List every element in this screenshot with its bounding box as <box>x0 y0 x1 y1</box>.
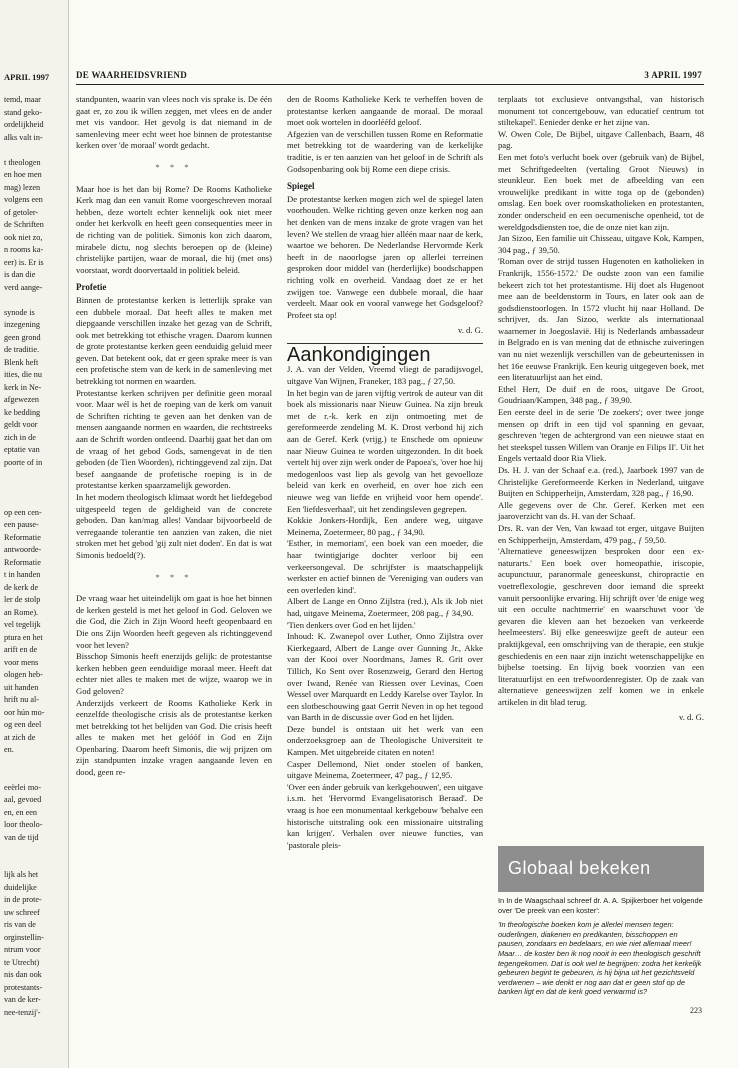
margin-text-fragment: van de tijd <box>4 832 39 842</box>
paragraph: Ethel Herr, De duif en de roos, uitgave De Groot, Goudriaan/Kampen, 348 pag., ƒ 39,90. <box>498 383 704 406</box>
margin-text-fragment: t theologen <box>4 157 41 167</box>
margin-text-fragment: kerk in Ne- <box>4 382 42 392</box>
margin-text-fragment: en, en een <box>4 807 37 817</box>
paragraph: Deze bundel is ontstaan uit het werk van een onderzoeksgroep aan de Theologische Universiteit te Kampen. Met uitgebreide citaten en noten! <box>287 723 483 758</box>
paragraph: standpunten, waarin van vlees noch vis sprake is. De één gaat er, zo zou ik willen zeggen, met vlees en de ander met vis vandoor. Het gevolg is dat niemand in de samenleving meer echt weet hoe binnen de protestantse kerken over 'de moraal' wordt gedacht. <box>76 94 272 151</box>
paragraph: Drs. R. van der Ven, Van kwaad tot erger, uitgave Buijten en Schipperheijn, Amsterdam, 479 pag., ƒ 59,50. <box>498 522 704 545</box>
margin-text-fragment: of getoler- <box>4 207 39 217</box>
margin-text-fragment: stand geko- <box>4 107 42 117</box>
globaal-bekeken-box <box>498 896 704 997</box>
margin-text-fragment: temd, maar <box>4 95 41 104</box>
paragraph: De protestantse kerken mogen zich wel de spiegel laten voorhouden. Welke richting geven onze kerken nog aan het denken van de mens inzake de grote vragen van het leven? We stellen de vraag hier alléén maar naar de kerk, waartoe we behoren. De Nederlandse Hervormde Kerk heeft in de naoorlogse jaren op allerlei terreinen gesproken door middel van (herderlijke) boodschappen richting volk en overheid. Vandaag doet ze er het zwijgen toe. Vanwege een dubbele moraal, die haar verdeelt. Maar ook en vooral vanwege het Godsgeloof? Profeet sta op! <box>287 193 483 320</box>
margin-text-fragment: is dan die <box>4 270 36 279</box>
margin-text-fragment: ke bedding <box>4 407 41 417</box>
paragraph: J. A. van der Velden, Vreemd vliegt de paradijsvogel, uitgave Van Wijnen, Franeker, 183 pag., ƒ 27,50. <box>287 364 483 387</box>
globaal-quote: 'In theologische boeken kom je allerlei mensen tegen: ouderlingen, diakenen en predikanten, bisschoppen en pausen, zondaars en bedelaars, en wie niet allemaal meer! <box>498 920 692 949</box>
paragraph: 'Tien denkers over God en het lijden.' <box>287 619 416 630</box>
paragraph: Albert de Lange en Onno Zijlstra (red.), Als ik Job niet had, uitgave Meinema, Zoetermeer, 208 pag., ƒ 34,90. <box>287 596 483 618</box>
margin-text-fragment: en. <box>4 745 14 754</box>
margin-text-fragment: de traditie. <box>4 345 40 354</box>
margin-text-fragment: mag) lezen <box>4 182 41 192</box>
paragraph: 'Alternatieve geneeswijzen besproken door een ex-naturarts.' Een boek over homeopathie, iriscopie, acupunctuur, paranormale geneeskunst, chiropractie en voetreflexologie, geschreven door iemand die spreekt vanuit persoonlijke ervaring. Hij schrijft over 'de enige weg uit een occulte nachtmerrie' en waarschuwt voor 'de gevaren die kleven aan het bezoeken van verkeerde heelmeesters'. Bij elke geneeswijze geeft de auteur een praktijkgeval, een omschrijving van de therapie, een stukje geschiedenis en een naar zijn inzicht wetenschappelijke en bijbelse toetsing. En lijvig boek voorzien van een literatuurlijst en een trefwoordenregister. Op de zaak van alternatieve geneeswijzen zelf komen we in enkele artikelen in dit blad terug. <box>498 546 704 707</box>
globaal-bekeken-title: Globaal bekeken <box>508 858 651 878</box>
paragraph: Afgezien van de verschillen tussen Rome en Reformatie met betrekking tot de waardering van de kerkelijke traditie, is er ten aanzien van het geloof in de Schrift als Godsopenbaring ook bij Rome een diepe crisis. <box>287 128 483 174</box>
announcements-title: Aankondigingen <box>287 343 431 366</box>
paragraph: Een eerste deel in de serie 'De zoekers'; over twee jonge mensen op drift in een tijd vol spanning en gevaar, geschreven 'tegen de achtergrond van een nieuwe staat en het steekspel tussen Willem van Oranje en Filips II'. Uit het Engels vertaald door Ria Vliek. <box>498 407 704 464</box>
margin-text-fragment: van de ker- <box>4 995 41 1004</box>
margin-text-fragment: voor mens <box>4 657 39 667</box>
section-separator: * * * <box>155 161 193 172</box>
margin-text-fragment: oor hún mo- <box>4 707 45 717</box>
paragraph: Een met foto's verlucht boek over (gebruik van) de Bijbel, met Schriftgedeelten (vertaling Groot Nieuws) in steunkleur. Een boek met de afbeelding van een vrouwelijke predikant in witte toga op de (gebonden) omslag. Een boek over roomskatholieken en protestanten, zonder onderscheid en een oecumenische openheid, tot de wereldgodsdiensten toe, die de onze niet kan zijn. <box>498 151 704 232</box>
paragraph: 'Esther, in memoriam', een boek van een moeder, die haar twintigjarige dochter verloor bij een verkeersongeval. De schrijfster is maatschappelijk werkster en actief binnen de 'Vereniging van ouders van een overleden kind'. <box>287 538 483 595</box>
paragraph: Ds. H. J. van der Schaaf e.a. (red.), Jaarboek 1997 van de Christelijke Gereformeerde Kerken in Nederland, uitgave Buijten en Schipperheijn, Amsterdam, 328 pag., ƒ 16,90. <box>498 465 704 499</box>
paragraph: Kokkie Jonkers-Hordijk, Een andere weg, uitgave Meinema, Zoetermeer, 80 pag., ƒ 34,90. <box>287 515 483 537</box>
margin-text-fragment: alks valt in- <box>4 132 43 142</box>
margin-text-fragment: Reformatie <box>4 557 41 567</box>
paragraph: Inhoud: K. Zwanepol over Luther, Onno Zijlstra over Kierkegaard, Albert de Lange over Gunning Jr., Akke van der Kooi over Noordmans, James R. Grit over Tillich, Ko Sent over Rosenzweig, Gerard den Hertog over Iwand, Renée van Riessen over Levinas, Coen Wessel over Marquardt en Leddy Karelse over Taylor. In een slotbeschouwing gaat Gerrit Neven in op het tegood van Barth in de discussie over God en het lijden. <box>287 631 483 723</box>
margin-text-fragment: te Utrecht) <box>4 957 40 967</box>
margin-text-fragment: duidelijke <box>4 882 37 892</box>
paragraph: Anderzijds verkeert de Rooms Katholieke Kerk in eenzelfde theologische crisis als de protestantse kerken met betrekking tot het belijden van God. Die crisis heeft alles te maken met het gelóóf in God en Zijn Openbaring. Daarom heeft Simonis, die wij prijzen om zijn standpunten inzake vragen aangaande leven en dood, geen re- <box>76 697 272 778</box>
margin-text-fragment: de Schriften <box>4 220 44 229</box>
margin-text-fragment: ordelijkheid <box>4 120 44 129</box>
margin-text-fragment: at zich de <box>4 732 36 742</box>
margin-text-fragment: Reformatie <box>4 532 41 542</box>
paragraph: In het begin van de jaren vijftig vertrok de auteur van dit boek als missionaris naar Nieuw Guinea. Na zijn breuk met de r.-k. kerk en zijn ontmoeting met de gereformeerde zendeling M. K. Drost verbond hij zich aan de Geref. Kerk (vrijg.) te Enschede om opnieuw naar Nieuw Guinea te worden uitgezonden. In dit boek vertelt hij over zijn werk onder de Papoea's, 'over hoe hij medogenloos vast liep als gevolg van het gevoelloze beleid van kerk en overheid, en over hoe zich een nieuwe weg van liefde en vrijheid voor hem opende'. Een 'liefdesverhaal', uit het zendingsleven gegrepen. <box>287 387 483 514</box>
paragraph: Alle gegevens over de Chr. Geref. Kerken met een jaaroverzicht van ds. H. van der Schaaf. <box>498 499 704 522</box>
margin-text-fragment: ologen heb- <box>4 670 43 679</box>
margin-text-fragment: an Rome). <box>4 607 39 617</box>
article-column-2 <box>287 94 483 851</box>
author-signature: v. d. G. <box>679 712 704 723</box>
margin-text-fragment: protestants- <box>4 982 43 992</box>
margin-text-fragment: t in handen <box>4 570 41 579</box>
margin-text-fragment: de kerk de <box>4 582 39 592</box>
margin-text-fragment: nee-tenzij'- <box>4 1007 41 1017</box>
page-number: 223 <box>690 1006 702 1015</box>
margin-text-fragment: eeërlei mo- <box>4 782 42 792</box>
margin-text-fragment: arift en de <box>4 645 38 654</box>
margin-text-fragment: orginstellin- <box>4 932 44 942</box>
previous-page-header: APRIL 1997 <box>4 72 50 82</box>
margin-text-fragment: en hoe men <box>4 170 42 179</box>
running-head-date: 3 APRIL 1997 <box>644 70 702 80</box>
margin-text-fragment: geen grond <box>4 332 41 342</box>
margin-text-fragment: hrift nu al- <box>4 695 40 704</box>
margin-text-fragment: n rooms ka- <box>4 245 44 254</box>
section-separator: * * * <box>155 571 193 582</box>
margin-text-fragment: lijk als het <box>4 870 39 879</box>
author-signature: v. d. G. <box>458 325 483 336</box>
margin-text-fragment: ler de stolp <box>4 595 41 604</box>
margin-text-fragment: zich in de <box>4 432 36 442</box>
margin-text-fragment: poorte of in <box>4 457 43 467</box>
margin-text-fragment: uw schreef <box>4 907 40 917</box>
margin-text-fragment: aal, gevoed <box>4 795 42 804</box>
margin-text-fragment: ook niet zo, <box>4 232 43 242</box>
running-head-title: DE WAARHEIDSVRIEND <box>76 70 188 80</box>
paragraph: W. Owen Cole, De Bijbel, uitgave Callenbach, Baarn, 48 pag. <box>498 128 704 151</box>
announcements-column-3 <box>498 94 704 724</box>
margin-text-fragment: ntrum voor <box>4 945 41 954</box>
paragraph: Casper Dellemond, Niet onder stoelen of banken, uitgave Meinema, Zoetermeer, 47 pag., ƒ 12,95. <box>287 758 483 781</box>
margin-text-fragment: vel tegelijk <box>4 620 41 629</box>
paragraph: den de Rooms Katholieke Kerk te verheffen boven de protestantse kerken aangaande de moraal. De moraal moet ook wortelen in doorlééfd geloof. <box>287 94 483 128</box>
paragraph: De vraag waar het uiteindelijk om gaat is hoe het binnen de kerken gesteld is met het geloof in God. Geloven we die God, die Zich in Zijn Woord heeft geopenbaard en Die ons Zijn Woorden heeft gegeven als richtinggevend voor het leven? <box>76 593 272 650</box>
paragraph: 'Roman over de strijd tussen Hugenoten en katholieken in Frankrijk, 1556-1572.' De oudste zoon van een familie bekeert zich tot het protestantisme. Hij doet als Hugenoot mee aan de beeldenstorm in Tours, en later ook aan de godsdienstoorlogen. In 1572 vlucht hij naar Holland. De schrijver, ds. Jan Sizoo, werkte als internationaal waarnemer in Joegoslavië. Hij is Nederlands ambassadeur in Belgrado en is van mening dat de ethnische zuiveringen van nu niet wezenlijk verschillen van de gebeurtenissen in het 16e eeuwse Frankrijk. Een keurig uitgegeven boek, met een literatuurlijst aan het eind. <box>498 256 704 383</box>
margin-text-fragment: in de prote- <box>4 895 42 904</box>
margin-text-fragment: uit handen <box>4 682 39 692</box>
header-rule <box>76 84 704 85</box>
paragraph: Bisschop Simonis heeft enerzijds gelijk: de protestantse kerken hebben geen eenduidige moraal meer. Heeft dat echter niet alles te maken met de wijze, waarop we in God geloven? <box>76 651 272 696</box>
margin-text-fragment: een pause- <box>4 520 39 529</box>
margin-text-fragment: eptatie van <box>4 445 40 454</box>
globaal-bekeken-banner <box>498 846 704 892</box>
margin-text-fragment: synode is <box>4 307 35 317</box>
margin-text-fragment: ities, die nu <box>4 370 42 379</box>
margin-text-fragment: Blenk heft <box>4 357 39 367</box>
margin-text-fragment: loor theolo- <box>4 820 43 829</box>
previous-page-margin <box>0 0 69 1068</box>
paragraph: In het modern theologisch klimaat wordt het liefdegebod uitgespeeld tegen de geldigheid van de concrete geboden. Dan kan/mag alles! Vandaar bijvoorbeeld de verregaande tolerantie ten aanzien van zaken, die niet stroken met het gebod 'gij zult niet doden'. En dat is wat Simonis bedoeld(?). <box>76 492 272 560</box>
margin-text-fragment: volgens een <box>4 195 43 204</box>
margin-text-fragment: afgewezen <box>4 395 39 404</box>
paragraph: Jan Sizoo, Een familie uit Chisseau, uitgave Kok, Kampen, 304 pag., ƒ 39,50. <box>498 233 704 255</box>
margin-text-fragment: geldt voor <box>4 420 38 429</box>
section-heading: Profetie <box>76 282 107 293</box>
margin-text-fragment: ris van de <box>4 920 36 929</box>
globaal-intro: In In de Waagschaal schreef dr. A. A. Spijkerboer het volgende over 'De preek van een koster': <box>498 896 703 915</box>
margin-text-fragment: eer) is. Er is <box>4 257 44 267</box>
paragraph: Protestantse kerken schrijven per definitie geen moraal voor. Maar wél is het de roeping van de kerk om vanuit de Schriften richting te geven aan het denken van de mensen aangaande normen en waarden, die rechtstreeks aan de Schrift worden ontleend. Daarbij gaat het dan om de vraag of het gebod Gods, samengevat in de tien geboden (de Tien Woorden), richtinggevend zal zijn. Dat besef aangaande de profetische roeping is in de protestantse kerken spaarzamelijk geworden. <box>76 387 272 491</box>
margin-text-fragment: inzegening <box>4 320 40 329</box>
article-column-1 <box>76 94 272 779</box>
margin-text-fragment: op een cen- <box>4 507 42 517</box>
margin-text-fragment: og een deel <box>4 720 42 729</box>
paragraph: terplaats tot exclusieve ontvangsthal, van historisch monument tot concertgebouw, van educatief centrum tot stiltekapel'. Eenieder denke er het zijne van. <box>498 94 704 128</box>
paragraph: Binnen de protestantse kerken is letterlijk sprake van een dubbele moraal. Dat heeft alles te maken met diepgaande verschillen inzake het gezag van de Schrift, ook met betrekking tot ethische vragen. Daarom kunnen de grote protestantse kerken geen eenduidig geluid meer geven. Dat betekent ook, dat er geen sprake meer is van een profetische stem van de kerk in de samenleving met betrekking tot normen en waarden. <box>76 294 272 387</box>
margin-text-fragment: verd aange- <box>4 282 43 292</box>
margin-text-fragment: nis dan ook <box>4 970 42 979</box>
section-heading: Spiegel <box>287 181 315 192</box>
globaal-quote-continued: Maar… de koster ben ik nog nooit in een theologisch geschrift tegengekomen. Dat is ook wel te begrijpen: zodra het kerkelijk gebeuren begint te gebeuren, is hij bijna uit het gezichtsveld verdwenen – wie denkt er nog aan dat er geen stof op de banken ligt en dat de kerk goed verwarmd is? <box>498 948 702 997</box>
margin-text-fragment: ptura en het <box>4 632 43 642</box>
margin-text-fragment: antwoorde- <box>4 545 42 554</box>
paragraph: Maar hoe is het dan bij Rome? De Rooms Katholieke Kerk mag dan een vanuit Rome voorgeschreven moraal hebben, deze wortelt echter kennelijk ook niet meer onder het kerkvolk en heeft geen consequenties meer in de richting van de politiek. Simonis kon zich daarom, mirabele dictu, nog slechts beroepen op de (kleine) christelijke partijen, waar de moraal, die hij (met ons) voorstaat, wordt doorvertaald in politiek beleid. <box>76 183 272 275</box>
paragraph: 'Over een ánder gebruik van kerkgebouwen', een uitgave i.s.m. het 'Hervormd Evangelisatorisch Beraad'. De vraag is hoe een monumentaal kerkgebouw 'behalve een historische uitstraling ook een missionaire uitstraling kan krijgen'. Verhalen over nieuwe functies, van 'pastorale pleis- <box>287 781 483 850</box>
